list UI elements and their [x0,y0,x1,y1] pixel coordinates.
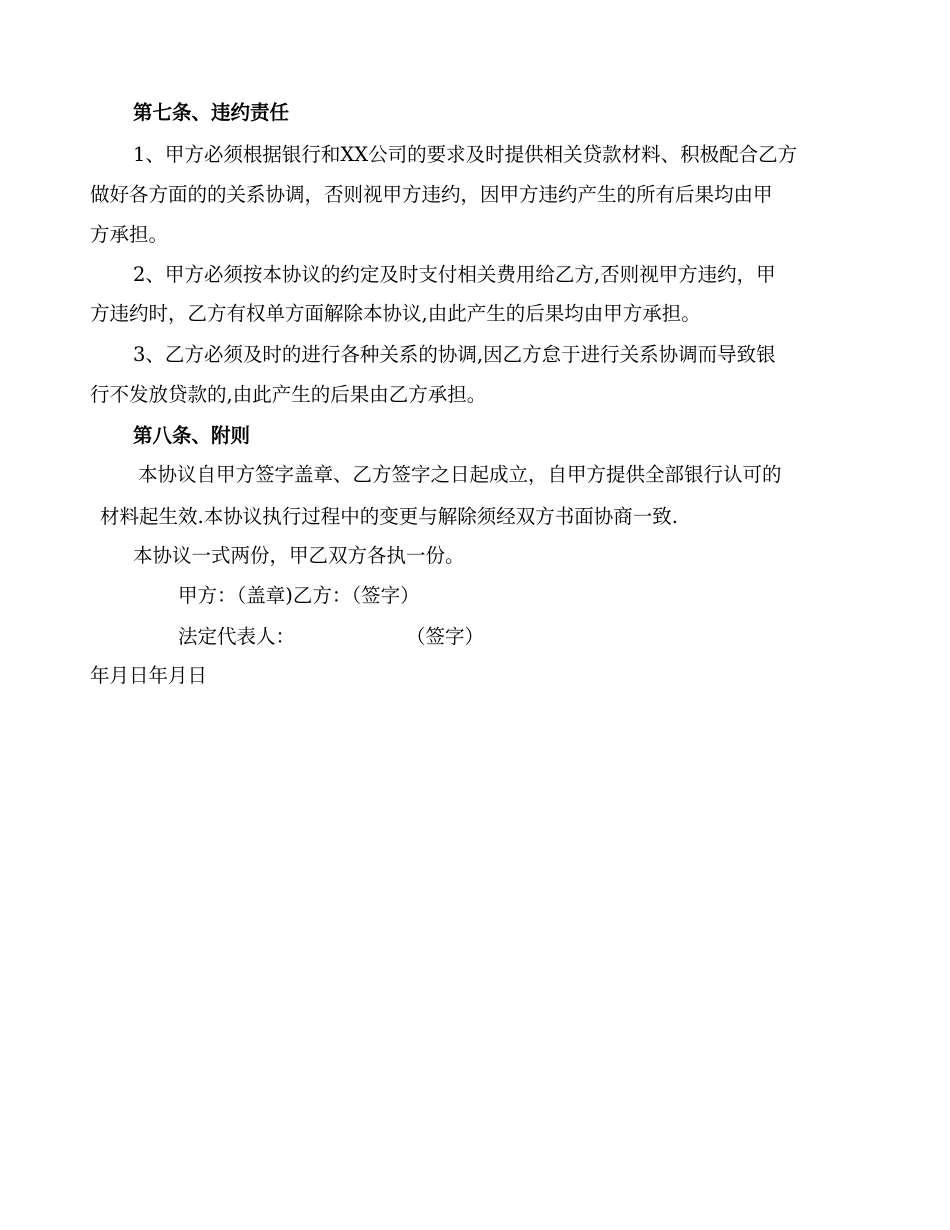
article-7-clause-3-line-1: 3、乙方必须及时的进行各种关系的协调,因乙方怠于进行关系协调而导致银 [133,343,776,366]
signature-party-line: 甲方：（盖章)乙方：（签字） [178,584,420,607]
article-8-heading: 第八条、附则 [133,424,251,447]
article-7-clause-1-line-3: 方承担。 [90,223,169,246]
article-8-para-2: 本协议一式两份，甲乙双方各执一份。 [133,544,465,567]
article-8-para-1-line-1: 本协议自甲方签字盖章、乙方签字之日起成立，自甲方提供全部银行认可的 [138,463,782,486]
article-7-clause-3-line-2: 行不发放贷款的,由此产生的后果由乙方承担。 [90,383,487,406]
article-7-heading: 第七条、违约责任 [133,101,290,124]
legal-representative-signature: （签字） [406,625,485,648]
date-line: 年月日年月日 [90,664,208,687]
article-7-clause-1-line-2: 做好各方面的的关系协调，否则视甲方违约，因甲方违约产生的所有后果均由甲 [90,183,773,206]
article-8-para-1-line-2: 材料起生效.本协议执行过程中的变更与解除须经双方书面协商一致. [100,505,678,528]
article-7-clause-1-line-1: 1、甲方必须根据银行和XX公司的要求及时提供相关贷款材料、积极配合乙方 [133,143,798,166]
legal-representative-label: 法定代表人： [178,625,296,648]
article-7-clause-2-line-2: 方违约时，乙方有权单方面解除本协议,由此产生的后果均由甲方承担。 [90,302,701,325]
article-7-clause-2-line-1: 2、甲方必须按本协议的约定及时支付相关费用给乙方,否则视甲方违约，甲 [133,263,776,286]
